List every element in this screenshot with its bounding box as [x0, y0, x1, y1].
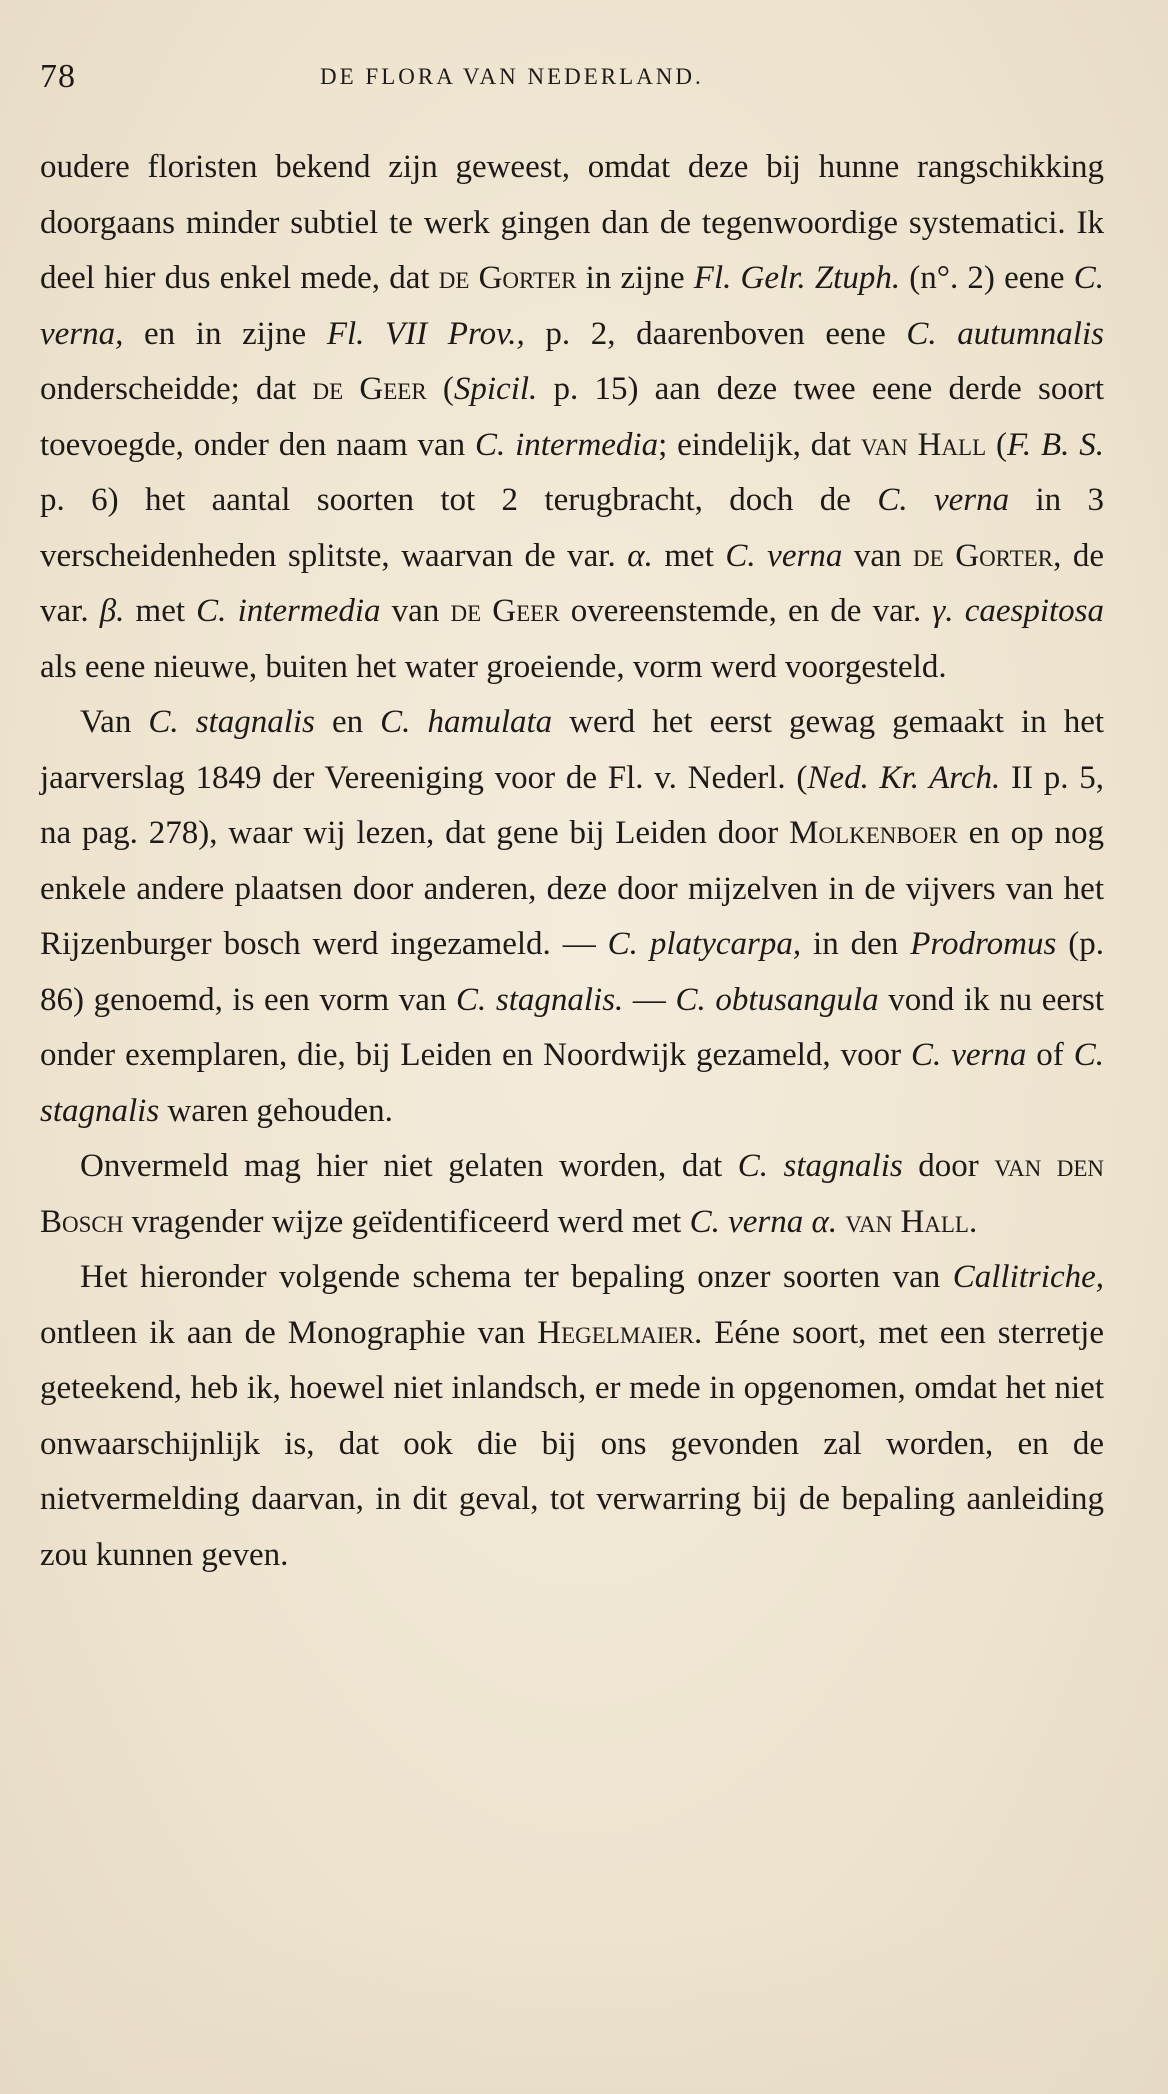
- text-run: ontleen ik aan de Monographie van: [40, 1314, 538, 1351]
- author-name: van den Bosch: [40, 1148, 1104, 1240]
- italic-citation: C. verna α.: [689, 1203, 838, 1240]
- text-run: als eene nieuwe, buiten het water groeiende, vorm werd voorgesteld.: [40, 648, 947, 685]
- text-run: met: [124, 593, 197, 629]
- page-shadow: [0, 1914, 1168, 2094]
- italic-citation: C. verna: [911, 1037, 1027, 1073]
- author-name: van Hall: [860, 426, 987, 463]
- text-run: met: [652, 537, 726, 574]
- text-run: en: [314, 704, 381, 740]
- text-run: (: [426, 371, 454, 407]
- author-name: de Geer: [312, 371, 427, 407]
- italic-citation: Callitriche,: [952, 1259, 1104, 1295]
- italic-citation: caespitosa: [964, 593, 1105, 629]
- italic-citation: C. intermedia: [196, 593, 381, 629]
- italic-citation: C. verna,: [40, 260, 1104, 352]
- text-run: en op nog enkele andere plaatsen door anderen, deze door mijzelven in de vijvers van het Rijzenburger bosch werd ingezameld. —: [40, 815, 1105, 962]
- paragraph-4: [40, 1250, 1104, 1583]
- text-run: waren gehouden.: [159, 1092, 393, 1129]
- text-run: . Eéne soort, met een sterretje geteekend, heb ik, hoewel niet inlandsch, er mede in opgenomen, omdat het niet onwaarschijnlijk is, dat ook die bij ons gevonden zal worden, en de nietvermelding daarvan, in dit geval, tot verwarring bij de bepaling aanleiding zou kunnen geven.: [40, 1314, 1104, 1573]
- text-run: oudere floristen bekend zijn geweest, omdat deze bij hunne rangschikking doorgaans minder subtiel te werk gingen dan de tegenwoordige systematici. Ik deel hier dus enkel mede, dat: [40, 149, 1104, 296]
- author-name: de Gorter: [913, 537, 1054, 574]
- author-name: Molkenboer: [789, 815, 958, 851]
- text-run: .: [968, 1203, 978, 1240]
- italic-citation: Fl. VII Prov.,: [326, 315, 525, 352]
- italic-citation: C. intermedia: [475, 426, 659, 463]
- text-run: in zijne: [576, 260, 694, 296]
- text-run: overeenstemde, en de var.: [559, 593, 933, 629]
- italic-citation: C. verna: [725, 537, 843, 574]
- italic-citation: C. stagnalis: [737, 1148, 903, 1184]
- text-run: onderscheidde; dat: [40, 371, 313, 407]
- author-name: Hegelmaier: [537, 1314, 694, 1351]
- text-run: van: [380, 593, 451, 629]
- text-run: (n°. 2) eene: [900, 260, 1074, 296]
- italic-citation: C. hamulata: [380, 704, 553, 740]
- text-run: (p. 86) genoemd, is een vorm van: [40, 926, 1104, 1018]
- paragraph-2: [40, 695, 1104, 1139]
- paragraph-3: [40, 1139, 1104, 1250]
- text-run: in den: [801, 926, 911, 962]
- italic-citation: C. stagnalis: [148, 704, 315, 740]
- text-run: (: [986, 426, 1007, 463]
- text-run: in 3 verscheidenheden splitste, waarvan de var.: [40, 482, 1105, 574]
- text-run: vond ik nu eerst onder exemplaren, die, bij Leiden en Noordwijk gezameld, voor: [40, 981, 1105, 1073]
- author-name: de Gorter: [438, 260, 577, 296]
- text-run: p. 6) het aantal soorten tot 2 terugbracht, doch de: [40, 482, 878, 518]
- running-title: DE FLORA VAN NEDERLAND.: [320, 64, 704, 89]
- italic-citation: F. B. S.: [1006, 426, 1105, 463]
- text-run: Onvermeld mag hier niet gelaten worden, dat: [80, 1148, 738, 1184]
- text-run: van: [842, 537, 914, 574]
- text-run: vragender wijze geïdentificeerd werd met: [123, 1203, 690, 1240]
- text-run: werd het eerst gewag gemaakt in het jaarverslag 1849 der Vereeniging voor de Fl. v. Nederl. (: [40, 704, 1105, 796]
- text-run: door: [902, 1148, 995, 1184]
- italic-citation: Fl. Gelr. Ztuph.: [693, 260, 901, 296]
- text-run: of: [1026, 1037, 1074, 1073]
- italic-citation: Ned. Kr. Arch.: [807, 759, 1001, 796]
- text-run: p. 15) aan deze twee eene derde soort toevoegde, onder den naam van: [40, 371, 1105, 463]
- page-number: 78: [40, 58, 76, 95]
- author-name: van Hall: [845, 1203, 969, 1240]
- italic-citation: C. obtusangula: [675, 981, 879, 1018]
- text-run: Van: [80, 704, 149, 740]
- paragraph-1: [40, 140, 1104, 695]
- italic-citation: C. autumnalis: [906, 315, 1104, 352]
- body-text: [40, 140, 1104, 1583]
- text-run: Het hieronder volgende schema ter bepaling onzer soorten van: [80, 1259, 953, 1295]
- italic-citation: α.: [627, 537, 653, 574]
- italic-citation: Spicil.: [453, 371, 538, 407]
- italic-citation: C. stagnalis: [40, 1037, 1104, 1129]
- italic-citation: C. verna: [877, 482, 1010, 518]
- text-run: ; eindelijk, dat: [658, 426, 861, 463]
- author-name: de Geer: [450, 593, 560, 629]
- text-run: II p. 5, na pag. 278), waar wij lezen, dat gene bij Leiden door: [40, 759, 1105, 851]
- text-run: en in zijne: [123, 315, 327, 352]
- italic-citation: γ.: [932, 593, 954, 629]
- text-run: , de var.: [40, 537, 1105, 629]
- running-head: [40, 58, 1120, 98]
- text-run: [954, 593, 965, 629]
- italic-citation: Prodromus: [910, 926, 1057, 962]
- italic-citation: β.: [99, 593, 125, 629]
- italic-citation: C. stagnalis.: [455, 981, 624, 1018]
- text-run: p. 2, daarenboven eene: [524, 315, 907, 352]
- text-run: —: [623, 981, 676, 1018]
- italic-citation: C. platycarpa,: [607, 926, 802, 962]
